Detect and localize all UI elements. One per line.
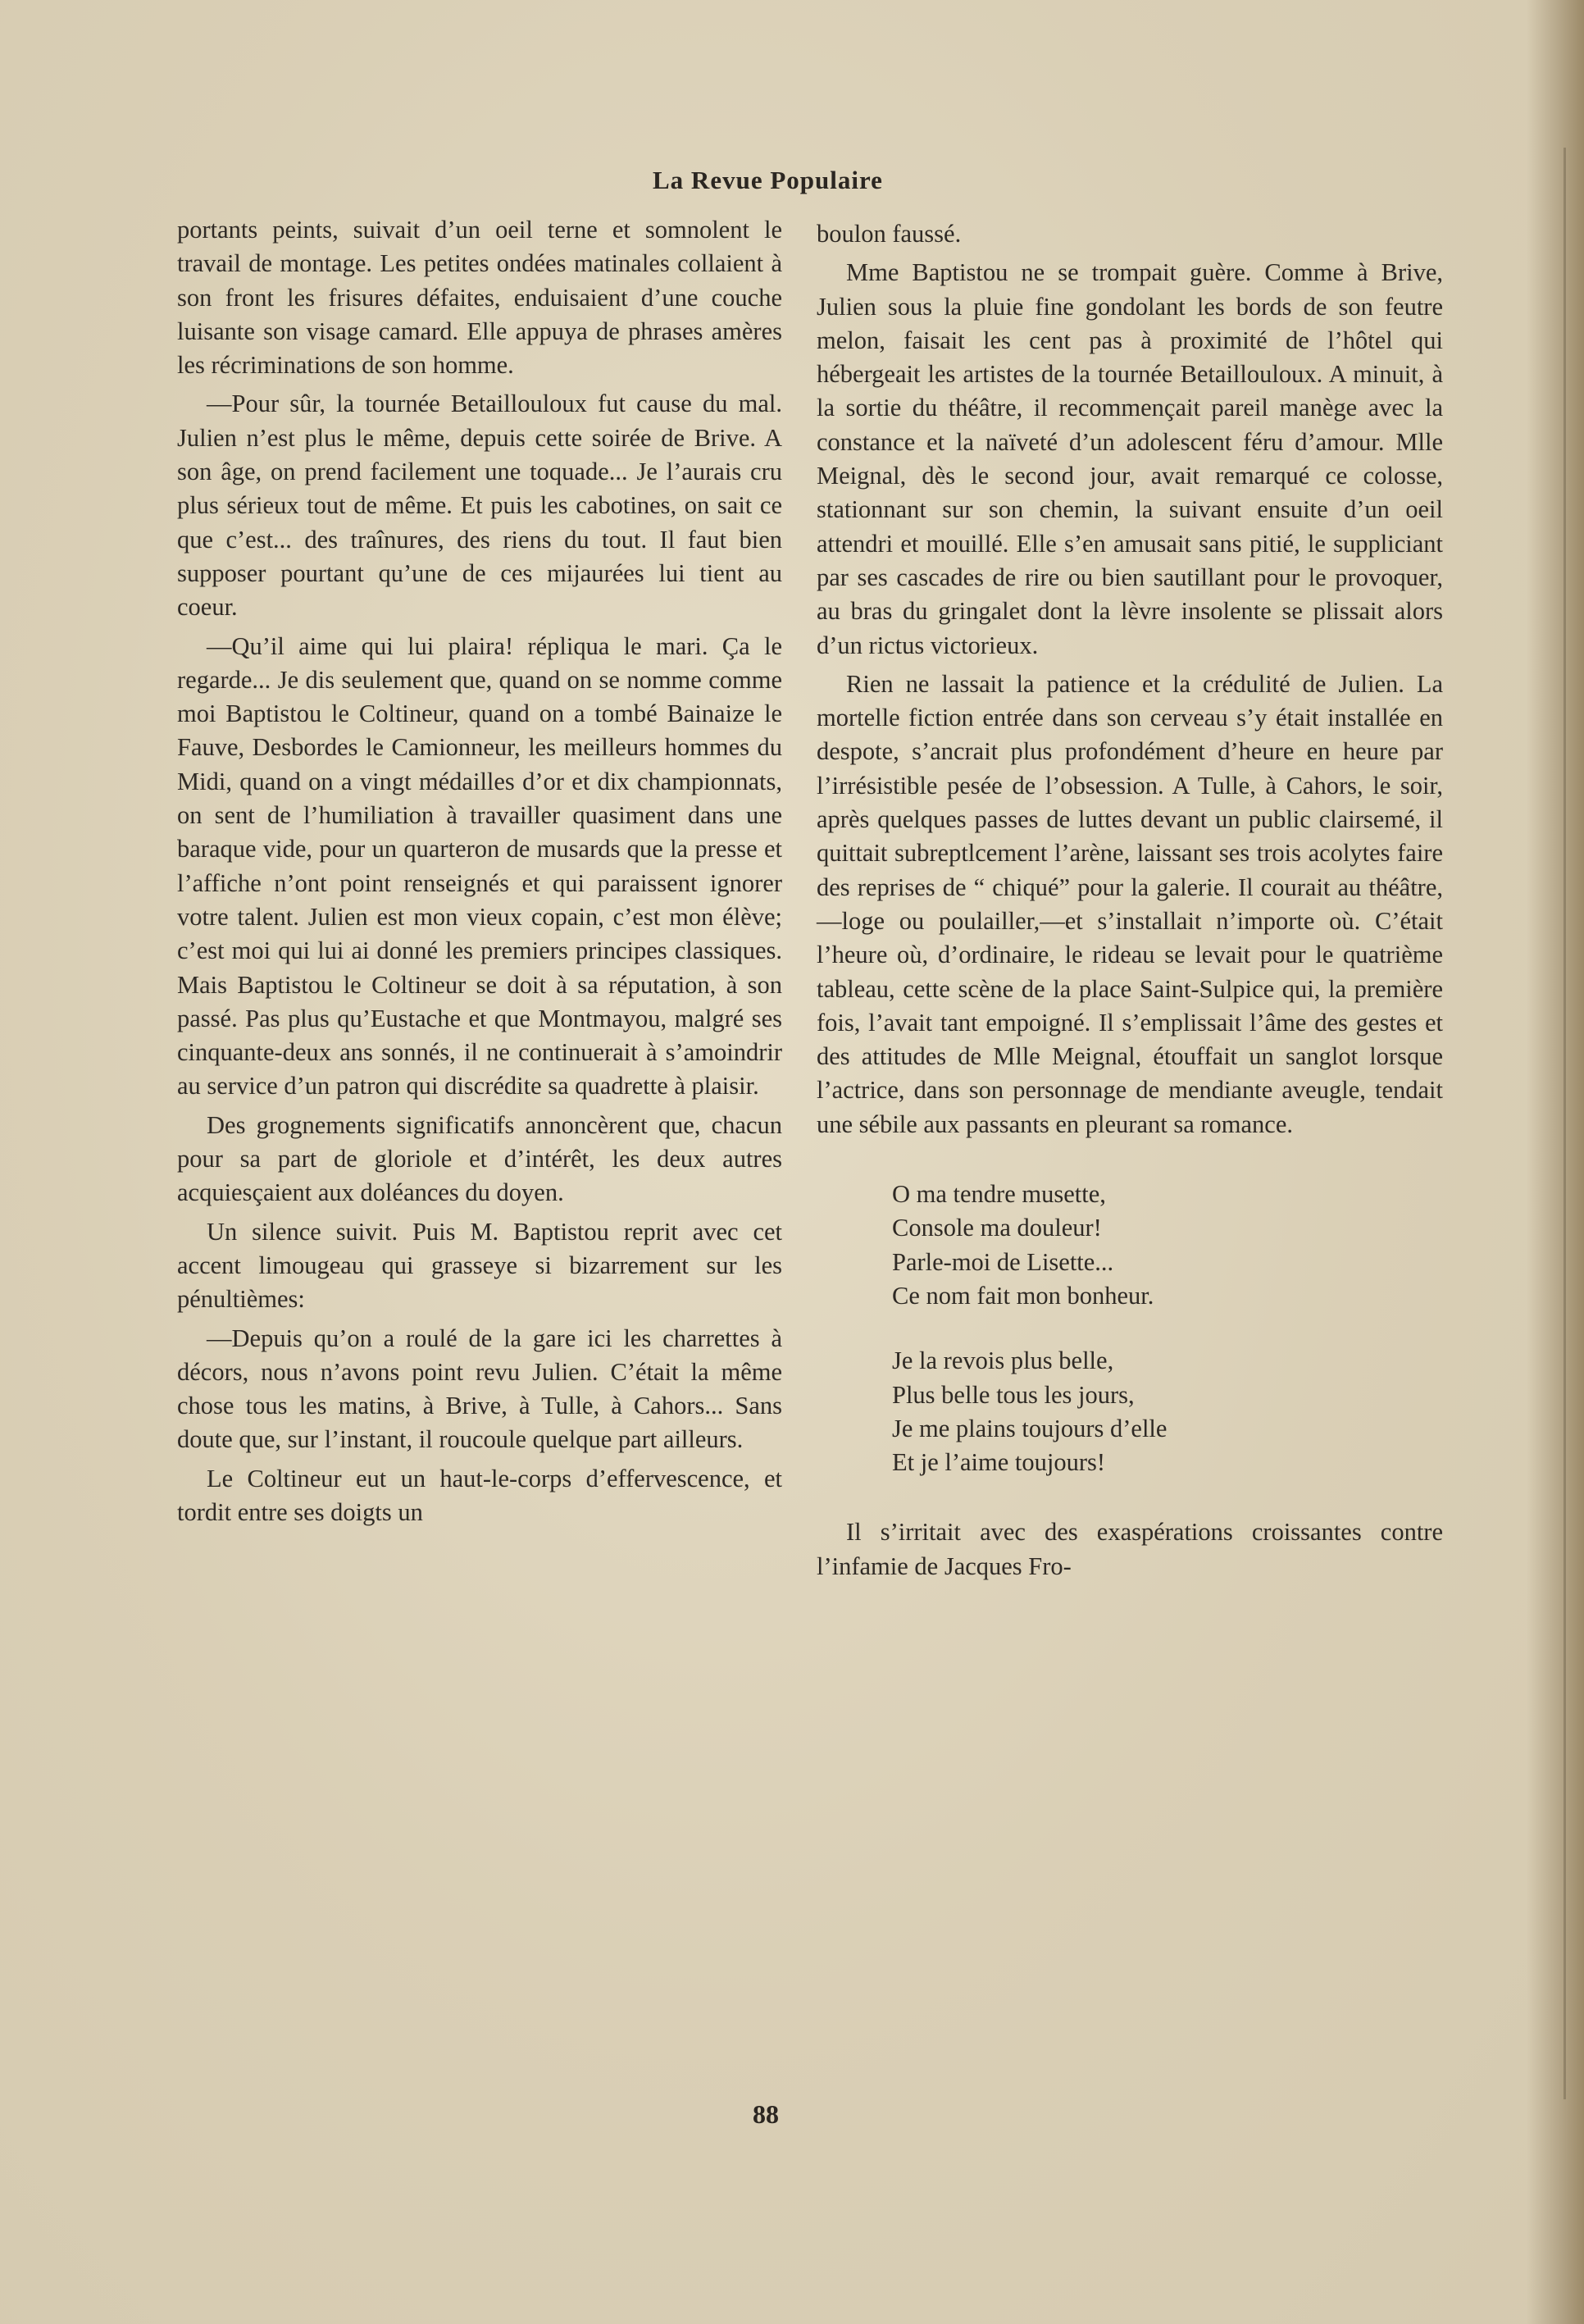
paragraph: Un silence suivit. Puis M. Baptistou reprit avec cet accent limougeau qui grasseye si bizarrement sur les pénultièmes: (177, 1217, 782, 1314)
poem (892, 1178, 1443, 1479)
poem-stanza (892, 1178, 1443, 1313)
running-header: La Revue Populaire (653, 166, 883, 194)
poem-line: Parle-moi de Lisette... (892, 1247, 1114, 1276)
paragraph: Mme Baptistou ne se trompait guère. Comme à Brive, Julien sous la pluie fine gondolant les bords de son feutre melon, faisait les cent pas à proximité de l’hôtel qui hébergeait les artistes de la tournée Betaillouloux. A minuit, à la sortie du théâtre, il recommençait pareil manège avec la constance et la naïveté d’un adolescent féru d’amour. Mlle Meignal, dès le second jour, avait remarqué ce colosse, stationnant sur son chemin, la suivant ensuite d’un oeil attendri et mouillé. Elle s’en amusait sans pitié, le suppliciant par ses cascades de rire ou bien sautillant pour le provoquer, au bras du gringalet dont la lèvre insolente se plissait alors d’un rictus victorieux. (817, 258, 1443, 659)
page-number: 88 (753, 2099, 779, 2129)
binding-edge (1564, 148, 1566, 2099)
poem-line: Je me plains toujours d’elle (892, 1414, 1168, 1442)
paragraph: —Pour sûr, la tournée Betaillouloux fut cause du mal. Julien n’est plus le même, depuis cette soirée de Brive. A son âge, on prend facilement une toquade... Je l’aurais cru plus sérieux tout de même. Et puis les cabotines, on sait ce que c’est... des traînures, des riens du tout. Il faut bien supposer pourtant qu’une de ces mijaurées lui tient au coeur. (177, 390, 782, 622)
poem-line: Plus belle tous les jours, (892, 1380, 1135, 1409)
paragraph: Il s’irritait avec des exaspérations croissantes contre l’infamie de Jacques Fro- (817, 1518, 1443, 1580)
paragraph: Le Coltineur eut un haut-le-corps d’effervescence, et tordit entre ses doigts un (177, 1464, 782, 1526)
poem-stanza (892, 1344, 1443, 1479)
paragraph: —Depuis qu’on a roulé de la gare ici les charrettes à décors, nous n’avons point revu Julien. C’était la même chose tous les matins, à Brive, à Tulle, à Cahors... Sans doute que, sur l’instant, il roucoule quelque part ailleurs. (177, 1324, 782, 1454)
poem-line: Console ma douleur! (892, 1214, 1102, 1242)
poem-line: O ma tendre musette, (892, 1180, 1106, 1209)
paragraph: Des grognements significatifs annoncèrent que, chacun pour sa part de gloriole et d’intérêt, les deux autres acquiesçaient aux doléances du doyen. (177, 1110, 782, 1207)
poem-line: Je la revois plus belle, (892, 1347, 1114, 1375)
paragraph: boulon faussé. (817, 220, 962, 248)
left-column (177, 213, 782, 1534)
page-spine-shadow (1527, 0, 1584, 2324)
paragraph: —Qu’il aime qui lui plaira! répliqua le mari. Ça le regarde... Je dis seulement que, quand on se nomme comme moi Baptistou le Coltineur, quand on a tombé Bainaize le Fauve, Desbordes le Camionneur, les meilleurs hommes du Midi, quand on a vingt médailles d’or et dix championnats, on sent de l’humiliation à travailler quasiment dans une baraque vide, pour un quarteron de musards que la presse et l’affiche n’ont point renseignés et qui paraissent ignorer votre talent. Julien est mon vieux copain, c’est mon élève; c’est moi qui lui ai donné les premiers principes classiques. Mais Baptistou le Coltineur se doit à sa réputation, à son passé. Pas plus qu’Eustache et que Montmayou, malgré ses cinquante-deux ans sonnés, il ne continuerait à s’amoindrir au service d’un patron qui discrédite sa quadrette à plaisir. (177, 631, 782, 1100)
poem-line: Ce nom fait mon bonheur. (892, 1281, 1154, 1310)
right-column (817, 217, 1443, 1588)
paragraph: Rien ne lassait la patience et la crédulité de Julien. La mortelle fiction entrée dans son cerveau s’y était installée en despote, s’ancrait plus profondément d’heure en heure par l’irrésistible pesée de l’obsession. A Tulle, à Cahors, le soir, après quelques passes de luttes devant un public clairsemé, il quittait subreptlcement l’arène, laissant ses trois acolytes faire des reprises de “ chiqué” pour la galerie. Il courait au théâtre,—loge ou poulailler,—et s’installait n’importe où. C’était l’heure où, d’ordinaire, le rideau se levait pour le quatrième tableau, cette scène de la place Saint-Sulpice qui, la première fois, l’avait tant empoigné. Il s’emplissait l’âme des gestes et des attitudes de Mlle Meignal, étouffait un sanglot lorsque l’actrice, dans son personnage de mendiante aveugle, tendait une sébile aux passants en pleurant sa romance. (817, 669, 1443, 1138)
paragraph: portants peints, suivait d’un oeil terne et somnolent le travail de montage. Les petites ondées matinales collaient à son front les frisures défaites, enduisaient d’une couche luisante son visage camard. Elle appuya de phrases amères les récriminations de son homme. (177, 216, 782, 380)
poem-line: Et je l’aime toujours! (892, 1448, 1106, 1477)
